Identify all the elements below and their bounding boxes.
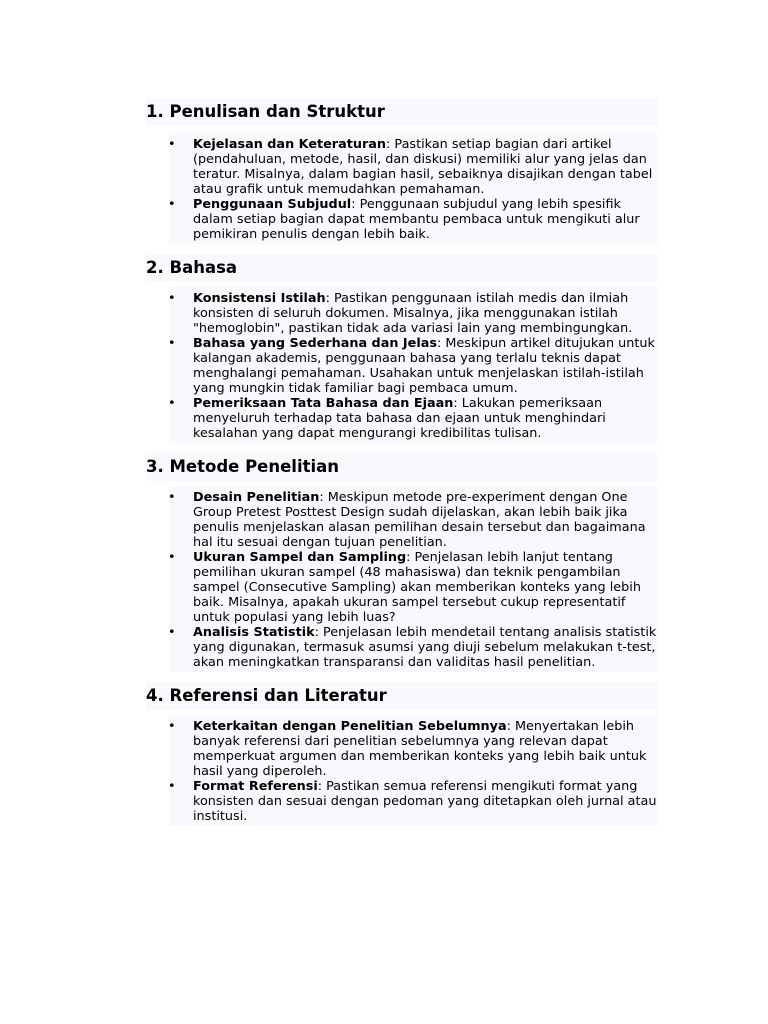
item-term: Penggunaan Subjudul — [193, 197, 352, 212]
item-term: Pemeriksaan Tata Bahasa dan Ejaan — [193, 396, 454, 411]
item-term: Analisis Statistik — [193, 625, 315, 640]
list-item — [146, 396, 658, 441]
item-term: Format Referensi — [193, 779, 318, 794]
list-item — [146, 550, 658, 625]
bullet-list — [146, 137, 658, 242]
bullet-icon: • — [168, 291, 176, 306]
item-text: : Pastikan penggunaan istilah medis dan ilmiah konsisten di seluruh dokumen. Misalnya, jika menggunakan istilah "hemoglobin", pastikan tidak ada variasi lain yang membingungkan. — [193, 291, 633, 336]
item-text: : Pastikan setiap bagian dari artikel (pendahuluan, metode, hasil, dan diskusi) memiliki alur yang jelas dan teratur. Misalnya, dalam bagian hasil, sebaiknya disajikan dengan tabel atau grafik untuk memudahkan pemahaman. — [193, 137, 653, 197]
section-bahasa — [146, 256, 658, 441]
item-text: : Pastikan semua referensi mengikuti format yang konsisten dan sesuai dengan pedoman yang ditetapkan oleh jurnal atau institusi. — [193, 779, 657, 824]
item-term: Desain Penelitian — [193, 490, 320, 505]
bullet-icon: • — [168, 779, 176, 794]
list-item — [146, 625, 658, 670]
item-text: : Meskipun artikel ditujukan untuk kalangan akademis, penggunaan bahasa yang terlalu teknis dapat menghalangi pemahaman. Usahakan untuk menjelaskan istilah-istilah yang mungkin tidak familiar bagi pembaca umum. — [193, 336, 655, 396]
item-term: Konsistensi Istilah — [193, 291, 326, 306]
bullet-icon: • — [168, 137, 176, 152]
item-text: : Menyertakan lebih banyak referensi dari penelitian sebelumnya yang relevan dapat memperkuat argumen dan memberikan konteks yang lebih baik untuk hasil yang diperoleh. — [193, 719, 647, 779]
bullet-list — [146, 291, 658, 441]
list-item — [146, 490, 658, 550]
section-heading: 4. Referensi dan Literatur — [146, 684, 658, 708]
item-term: Keterkaitan dengan Penelitian Sebelumnya — [193, 719, 507, 734]
section-metode — [146, 455, 658, 670]
list-item — [146, 197, 658, 242]
bullet-list — [146, 719, 658, 824]
section-heading: 1. Penulisan dan Struktur — [146, 100, 658, 124]
list-item — [146, 779, 658, 824]
list-item — [146, 291, 658, 336]
item-text: : Penjelasan lebih mendetail tentang analisis statistik yang digunakan, termasuk asumsi yang diuji sebelum melakukan t-test, akan meningkatkan transparansi dan validitas hasil penelitian. — [193, 625, 657, 670]
item-text: : Meskipun metode pre-experiment dengan One Group Pretest Posttest Design sudah dijelaskan, akan lebih baik jika penulis menjelaskan alasan pemilihan desain tersebut dan bagaimana hal itu sesuai dengan tujuan penelitian. — [193, 490, 646, 550]
section-heading: 2. Bahasa — [146, 256, 658, 280]
bullet-icon: • — [168, 336, 176, 351]
item-text: : Penggunaan subjudul yang lebih spesifik dalam setiap bagian dapat membantu pembaca untuk mengikuti alur pemikiran penulis dengan lebih baik. — [193, 197, 640, 242]
list-item — [146, 336, 658, 396]
section-referensi — [146, 684, 658, 824]
list-item — [146, 137, 658, 197]
bullet-icon: • — [168, 396, 176, 411]
list-item — [146, 719, 658, 779]
bullet-icon: • — [168, 625, 176, 640]
item-text: : Penjelasan lebih lanjut tentang pemilihan ukuran sampel (48 mahasiswa) dan teknik pengambilan sampel (Consecutive Sampling) akan memberikan konteks yang lebih baik. Misalnya, apakah ukuran sampel tersebut cukup representatif untuk populasi yang lebih luas? — [193, 550, 641, 625]
bullet-icon: • — [168, 550, 176, 565]
item-term: Kejelasan dan Keteraturan — [193, 137, 387, 152]
bullet-icon: • — [168, 197, 176, 212]
document-body — [146, 100, 658, 824]
section-heading: 3. Metode Penelitian — [146, 455, 658, 479]
bullet-icon: • — [168, 490, 176, 505]
item-term: Bahasa yang Sederhana dan Jelas — [193, 336, 437, 351]
bullet-list — [146, 490, 658, 670]
item-text: : Lakukan pemeriksaan menyeluruh terhadap tata bahasa dan ejaan untuk menghindari kesalahan yang dapat mengurangi kredibilitas tulisan. — [193, 396, 606, 441]
item-term: Ukuran Sampel dan Sampling — [193, 550, 407, 565]
section-penulisan — [146, 100, 658, 242]
bullet-icon: • — [168, 719, 176, 734]
